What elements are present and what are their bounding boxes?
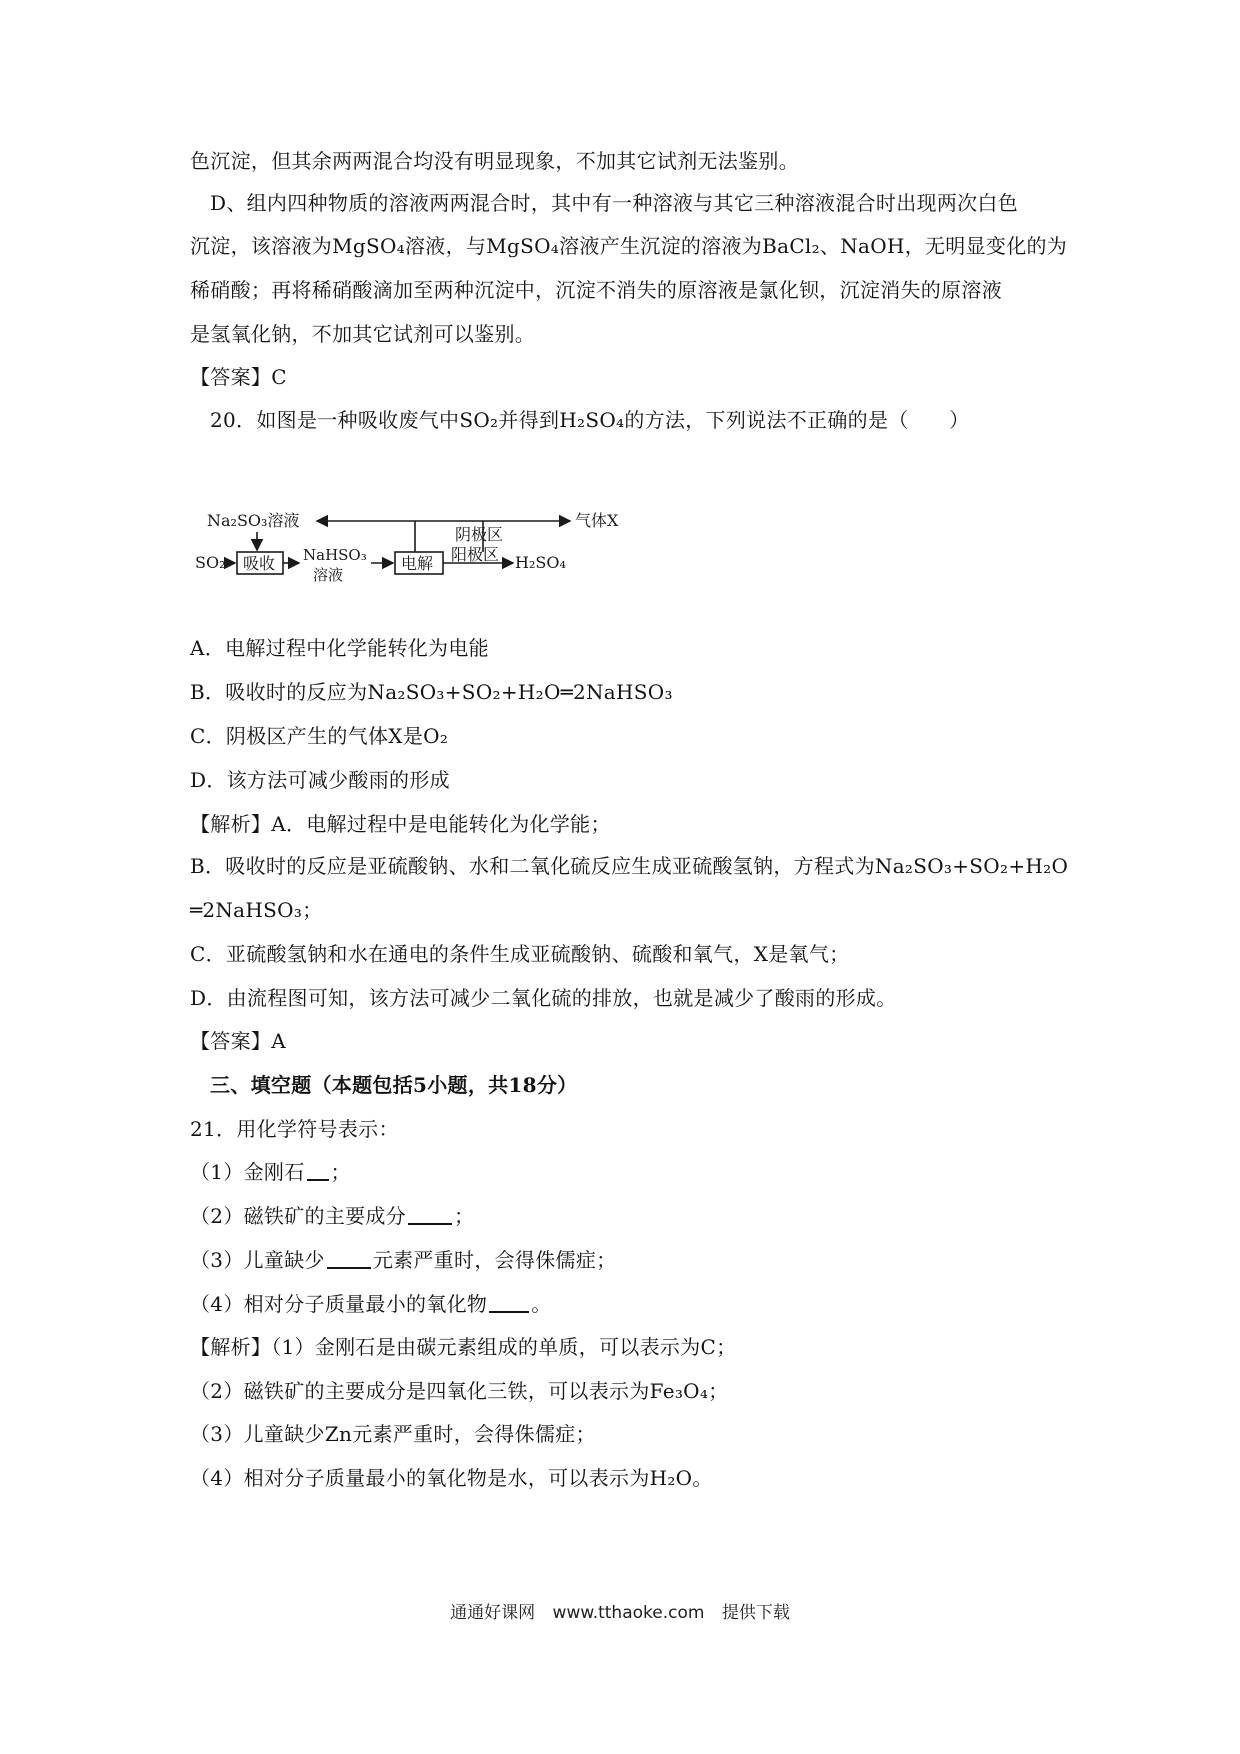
answer-blank[interactable] xyxy=(307,1161,329,1181)
page-footer xyxy=(0,1598,1240,1623)
section-heading: 三、填空题（本题包括5小题，共18分） xyxy=(210,1073,578,1097)
answer-blank[interactable] xyxy=(489,1293,529,1313)
na2so3-solution-label: Na₂SO₃溶液 xyxy=(207,511,300,530)
question-21-item-4 xyxy=(190,1290,552,1318)
item-text: 元素严重时，会得侏儒症； xyxy=(372,1248,617,1272)
option-a: A．电解过程中化学能转化为电能 xyxy=(190,636,489,660)
analysis-line: 【解析】（1）金刚石是由碳元素组成的单质，可以表示为C； xyxy=(190,1335,737,1359)
text-line: 色沉淀，但其余两两混合均没有明显现象，不加其它试剂无法鉴别。 xyxy=(190,149,799,173)
item-text: ； xyxy=(330,1160,351,1184)
nahso3-solution-label: 溶液 xyxy=(313,566,344,584)
anode-label: 阳极区 xyxy=(451,545,500,564)
footer-download-text: 提供下载 xyxy=(721,1603,790,1623)
analysis-line: （2）磁铁矿的主要成分是四氧化三铁，可以表示为Fe₃O₄； xyxy=(190,1379,729,1403)
option-c: C．阴极区产生的气体X是O₂ xyxy=(190,724,449,748)
answer-line: 【答案】C xyxy=(190,365,287,389)
analysis-line: 【解析】A．电解过程中是电能转化为化学能； xyxy=(190,812,611,836)
analysis-line: （4）相对分子质量最小的氧化物是水，可以表示为H₂O。 xyxy=(190,1466,713,1490)
answer-line: 【答案】A xyxy=(190,1029,286,1053)
so2-label: SO₂ xyxy=(195,553,226,572)
gas-x-label: 气体X xyxy=(575,511,619,530)
question-21-title: 21．用化学符号表示： xyxy=(190,1117,399,1141)
flow-diagram xyxy=(195,504,665,594)
analysis-line: D．由流程图可知，该方法可减少二氧化硫的排放，也就是减少了酸雨的形成。 xyxy=(190,986,897,1010)
item-text: 。 xyxy=(531,1292,552,1316)
question-21-item-2 xyxy=(190,1202,474,1230)
option-b: B．吸收时的反应为Na₂SO₃+SO₂+H₂O═2NaHSO₃ xyxy=(190,680,673,704)
item-text: ； xyxy=(454,1204,475,1228)
item-text: （3）儿童缺少 xyxy=(190,1248,325,1272)
question-21-item-1 xyxy=(190,1158,351,1186)
electrolysis-label: 电解 xyxy=(401,554,434,573)
footer-site-name: 通通好课网 xyxy=(450,1603,536,1623)
text-line: 沉淀，该溶液为MgSO₄溶液，与MgSO₄溶液产生沉淀的溶液为BaCl₂、NaOH，无明显变化的为 xyxy=(190,234,1068,258)
option-d: D．该方法可减少酸雨的形成 xyxy=(190,768,450,792)
analysis-line: B．吸收时的反应是亚硫酸钠、水和二氧化硫反应生成亚硫酸氢钠，方程式为Na₂SO₃+SO₂+H₂O xyxy=(190,854,1069,878)
text-line: 是氢氧化钠，不加其它试剂可以鉴别。 xyxy=(190,322,536,346)
item-text: （1）金刚石 xyxy=(190,1160,305,1184)
footer-url[interactable]: www.tthaoke.com xyxy=(552,1603,705,1623)
item-text: （4）相对分子质量最小的氧化物 xyxy=(190,1292,488,1316)
question-21-item-3 xyxy=(190,1246,616,1274)
absorb-label: 吸收 xyxy=(243,554,276,573)
h2so4-label: H₂SO₄ xyxy=(515,553,566,572)
text-line: D、组内四种物质的溶液两两混合时，其中有一种溶液与其它三种溶液混合时出现两次白色 xyxy=(210,191,1019,215)
analysis-line: （3）儿童缺少Zn元素严重时，会得侏儒症； xyxy=(190,1422,596,1446)
analysis-line: ═2NaHSO₃； xyxy=(190,898,323,922)
analysis-line: C．亚硫酸氢钠和水在通电的条件生成亚硫酸钠、硫酸和氧气，X是氧气； xyxy=(190,942,850,966)
nahso3-label: NaHSO₃ xyxy=(303,546,367,564)
cathode-label: 阴极区 xyxy=(455,525,504,544)
text-line: 稀硝酸；再将稀硝酸滴加至两种沉淀中，沉淀不消失的原溶液是氯化钡，沉淀消失的原溶液 xyxy=(190,278,1002,302)
answer-blank[interactable] xyxy=(327,1249,371,1269)
answer-blank[interactable] xyxy=(408,1205,452,1225)
question-20-title: 20．如图是一种吸收废气中SO₂并得到H₂SO₄的方法，下列说法不正确的是（ ） xyxy=(210,408,970,432)
item-text: （2）磁铁矿的主要成分 xyxy=(190,1204,407,1228)
